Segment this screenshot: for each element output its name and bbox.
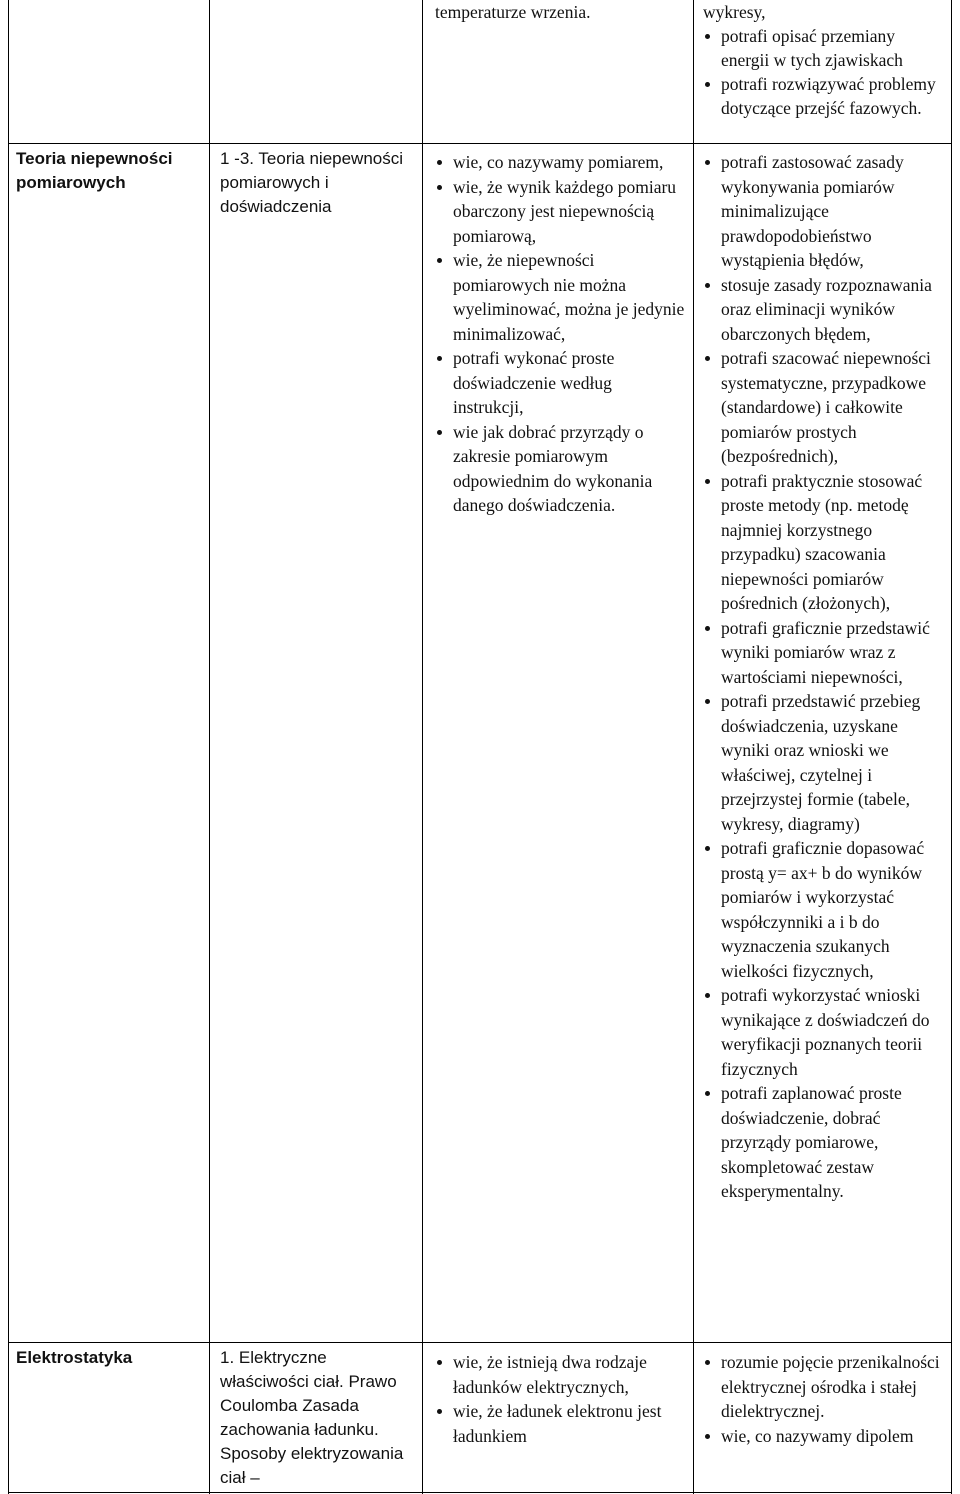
podst-teoria-item: wie, że wynik każdego pomiaru obarczony jest niepewnością pomiarową, [435,175,685,249]
podst-elektrostatyka-item: wie, że istnieją dwa rodzaje ładunków elektrycznych, [435,1350,685,1399]
ponad-teoria-item: potrafi zaplanować proste doświadczenie, dobrać przyrządy pomiarowe, skompletować zestaw eksperymentalny. [703,1081,947,1204]
ponad-elektrostatyka-item: wie, co nazywamy dipolem [703,1424,947,1449]
continuation-podst-text: temperaturze wrzenia. [435,2,591,22]
podst-teoria [435,150,685,518]
ponad-teoria-item: potrafi zastosować zasady wykonywania pomiarów minimalizujące prawdopodobieństwo wystąpienia błędów, [703,150,947,273]
ponad-teoria-item: potrafi praktycznie stosować proste metody (np. metodę najmniej korzystnego przypadku) szacowania niepewności pomiarów pośrednich (złożonych), [703,469,947,616]
ponad-elektrostatyka-item: rozumie pojęcie przenikalności elektrycznej ośrodka i stałej dielektrycznej. [703,1350,947,1424]
ponad-teoria-item: potrafi wykorzystać wnioski wynikające z doświadczeń do weryfikacji poznanych teorii fizycznych [703,983,947,1081]
row-continuation-podst [435,0,685,25]
ponad-teoria-item: potrafi szacować niepewności systematyczne, przypadkowe (standardowe) i całkowite pomiarów prostych (bezpośrednich), [703,346,947,469]
table-border-col3 [422,0,423,1494]
ponad-teoria [703,150,947,1204]
ponad-teoria-item: potrafi graficznie przedstawić wyniki pomiarów wraz z wartościami niepewności, [703,616,947,690]
podst-elektrostatyka-item: wie, że ładunek elektronu jest ładunkiem [435,1399,685,1448]
ponad-teoria-item: stosuje zasady rozpoznawania oraz eliminacji wyników obarczonych błędem, [703,273,947,347]
continuation-ponad-item: potrafi rozwiązywać problemy dotyczące przejść fazowych. [703,72,947,120]
podst-teoria-item: wie, że niepewności pomiarowych nie można wyeliminować, można je jedynie minimalizować, [435,248,685,346]
table-border-left [8,0,9,1494]
podst-teoria-item: wie jak dobrać przyrządy o zakresie pomiarowym odpowiednim do wykonania danego doświadczenia. [435,420,685,518]
row-continuation-ponad [703,0,947,120]
podst-elektrostatyka [435,1350,685,1448]
dzial-elektrostatyka: Elektrostatyka [16,1348,133,1367]
table-border-right [951,0,952,1494]
ponad-teoria-item: potrafi przedstawić przebieg doświadczenia, uzyskane wyniki oraz wnioski we właściwej, czytelnej i przejrzystej formie (tabele, wykresy, diagramy) [703,689,947,836]
ponad-teoria-item: potrafi graficznie dopasować prostą y= ax+ b do wyników pomiarów i wykorzystać współczynniki a i b do wyznaczenia szukanych wielkości fizycznych, [703,836,947,983]
table-border-col4 [693,0,694,1494]
dzial-teoria: Teoria niepewności pomiarowych [16,149,173,192]
temat-teoria: 1 -3. Teoria niepewności pomiarowych i doświadczenia [220,149,404,216]
podst-teoria-item: wie, co nazywamy pomiarem, [435,150,685,175]
row-divider-elektrostatyka [8,1342,952,1343]
podst-teoria-item: potrafi wykonać proste doświadczenie według instrukcji, [435,346,685,420]
temat-elektrostatyka: 1. Elektryczne właściwości ciał. Prawo Coulomba Zasada zachowania ładunku. Sposoby elektryzowania ciał – [220,1348,404,1487]
table-border-col2 [209,0,210,1494]
continuation-ponad-text: wykresy, [703,2,766,22]
table-border-bottom [8,1492,952,1493]
row-divider-teoria [8,143,952,144]
continuation-ponad-item: potrafi opisać przemiany energii w tych zjawiskach [703,24,947,72]
ponad-elektrostatyka [703,1350,947,1448]
